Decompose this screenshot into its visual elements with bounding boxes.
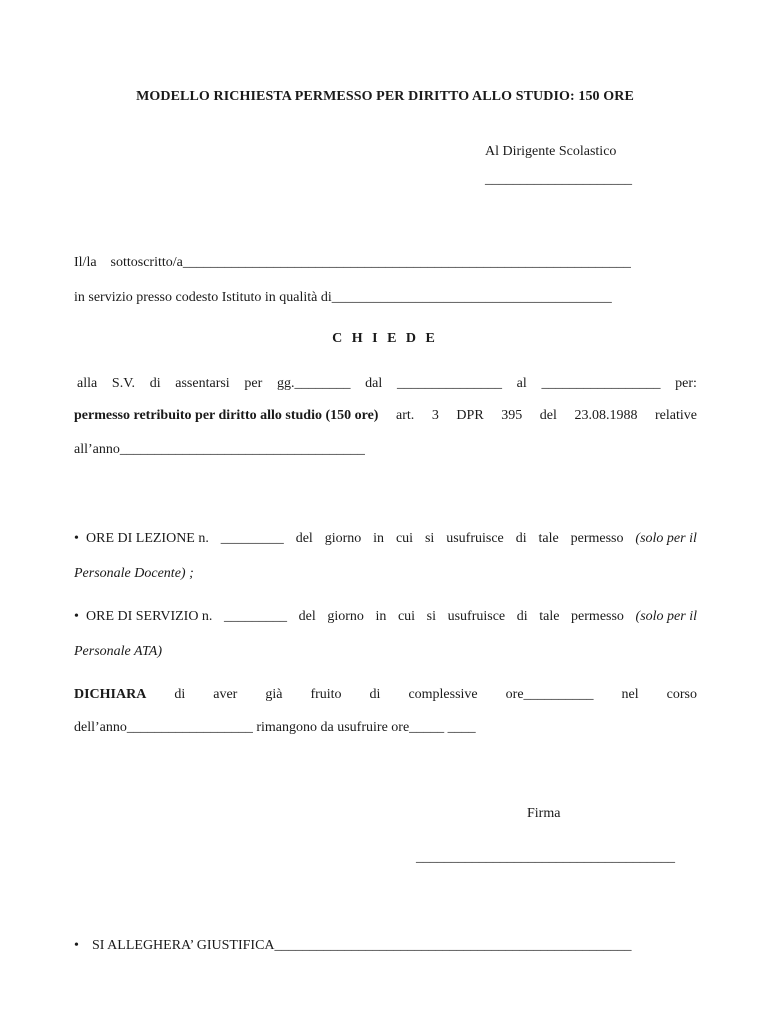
servizio-word: giorno [327,609,364,624]
request-line-1 [77,375,697,393]
request-word: 3 [431,408,439,423]
lezione-word: tale [538,531,559,546]
applicant-name-blank: ________________________________________________________________ [182,255,631,270]
request-word: art. [396,408,415,423]
dichiara-heading: DICHIARA [74,687,147,702]
dichiara-line-2: dell’anno__________________ rimangono da usufruire ore_____ ____ [74,720,476,735]
request-decree-date: 23.08.1988 [574,408,638,423]
servizio-hours-field: _________ [224,609,288,624]
signature-blank: _____________________________________ [416,850,675,865]
request-word: al [516,376,527,391]
lezione-word: cui [395,531,414,546]
servizio-word: usufruisce [447,609,506,624]
request-word: di [149,376,161,391]
addressee-label: Al Dirigente Scolastico [485,144,617,159]
dichiara-word: aver [213,687,238,702]
lezione-word: di [515,531,527,546]
lezione-word: usufruisce [446,531,504,546]
servizio-continuation: Personale ATA) [74,644,163,659]
applicant-name-label-2: sottoscritto/a [110,255,183,270]
applicant-role-label: in servizio presso codesto Istituto in qualità di [74,290,332,305]
request-days-field: gg.________ [276,376,351,391]
request-word: DPR [456,408,484,423]
request-word: per: [675,376,697,391]
servizio-word: cui [397,609,416,624]
dichiara-line-1 [74,686,697,704]
document-title: MODELLO RICHIESTA PERMESSO PER DIRITTO ALLO STUDIO: 150 ORE [136,89,634,104]
applicant-name-label: Il/la [74,255,97,270]
request-word: alla [77,376,98,391]
request-year-line: all’anno___________________________________ [74,442,365,457]
request-word: dal [365,376,383,391]
dichiara-word: già [265,687,283,702]
lezione-line [74,530,697,548]
bullet-icon: • [74,609,79,624]
request-line-2 [74,407,697,425]
lezione-word: in [373,531,385,546]
request-from-date-field: _______________ [396,376,502,391]
servizio-label: ORE DI SERVIZIO n. [86,609,213,624]
lezione-lead [74,530,209,548]
bullet-icon: • [74,938,79,953]
dichiara-word: di [369,687,381,702]
bullet-icon: • [74,531,79,546]
attachment-line [74,937,632,955]
servizio-lead [74,608,212,626]
dichiara-word: corso [666,687,697,702]
addressee-blank: _____________________ [485,172,632,187]
request-word: assentarsi [175,376,230,391]
servizio-note: (solo per il [635,609,697,624]
dichiara-word: di [174,687,186,702]
dichiara-word: nel [621,687,639,702]
applicant-role-blank: ________________________________________ [331,290,612,305]
servizio-line [74,608,697,626]
applicant-role-line [74,289,612,307]
request-permit-type: permesso retribuito per diritto allo studio (150 ore) [74,408,379,423]
lezione-continuation: Personale Docente) ; [74,566,194,581]
dichiara-word: complessive [408,687,478,702]
applicant-name-line [74,254,631,272]
lezione-word: giorno [324,531,362,546]
signature-label: Firma [527,806,561,821]
request-word: 395 [501,408,523,423]
servizio-word: di [516,609,528,624]
servizio-word: tale [539,609,560,624]
request-word: S.V. [111,376,135,391]
servizio-word: permesso [571,609,624,624]
request-to-date-field: _________________ [541,376,661,391]
dichiara-hours-field: ore__________ [505,687,594,702]
attachment-label: SI ALLEGHERA’ GIUSTIFICA___________________________________________________ [92,938,632,953]
chiede-heading: C H I E D E [332,331,438,346]
lezione-hours-field: _________ [220,531,284,546]
servizio-word: si [426,609,437,624]
lezione-note: (solo per il [635,531,697,546]
servizio-word: in [375,609,387,624]
lezione-word: si [424,531,435,546]
lezione-word: del [295,531,313,546]
servizio-word: del [298,609,316,624]
request-word: del [539,408,557,423]
request-word: relative [655,408,697,423]
request-word: per [244,376,263,391]
lezione-label: ORE DI LEZIONE n. [86,531,209,546]
dichiara-word: fruito [310,687,342,702]
lezione-word: permesso [570,531,624,546]
